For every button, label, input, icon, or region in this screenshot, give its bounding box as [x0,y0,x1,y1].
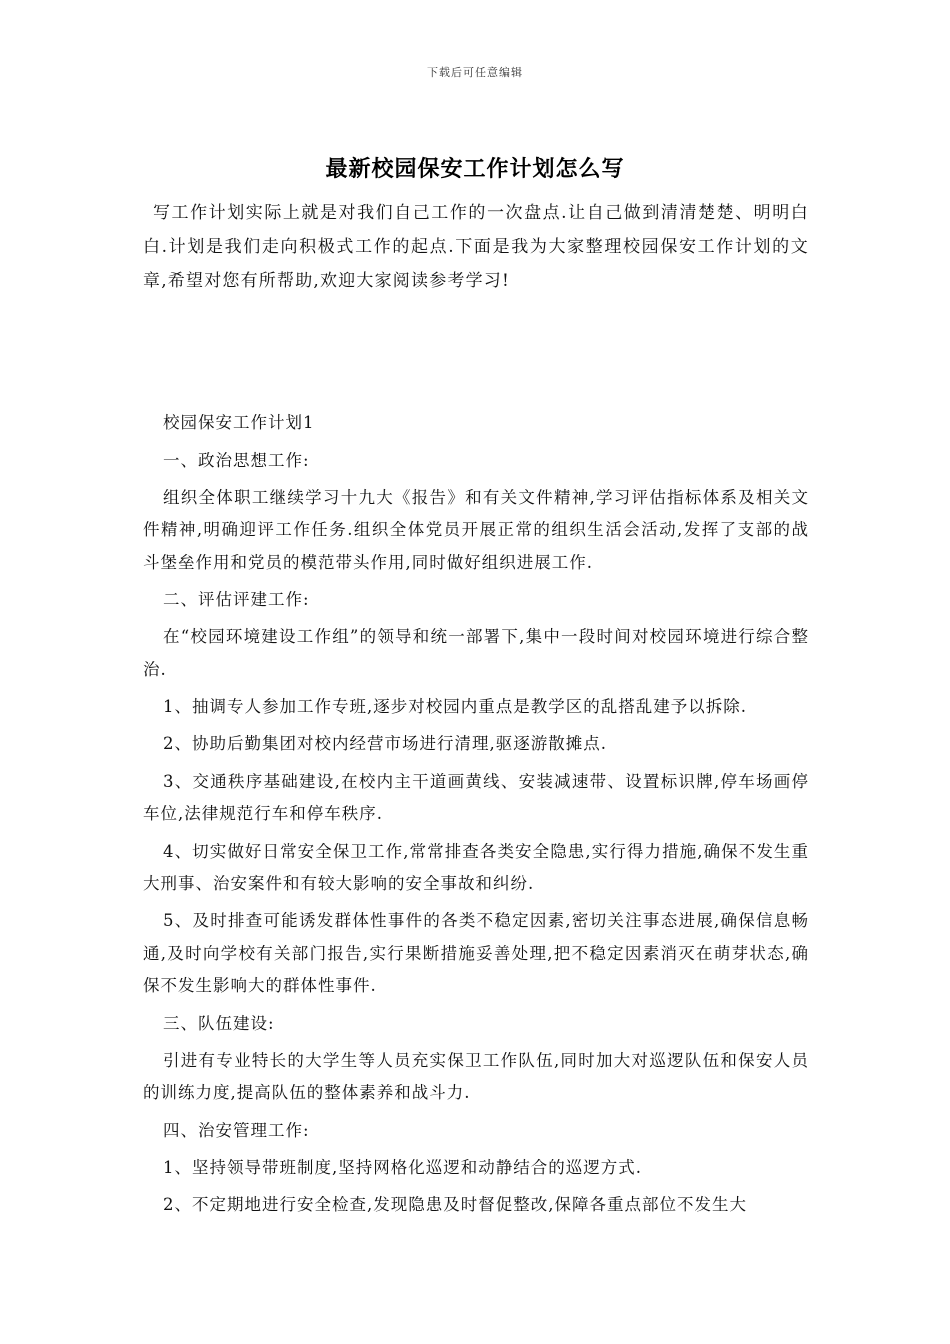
list-item: 5、及时排查可能诱发群体性事件的各类不稳定因素,密切关注事态进展,确保信息畅通,及时向学校有关部门报告,实行果断措施妥善处理,把不稳定因素消灭在萌芽状态,确保不发生影响大的群体性事件. [143,911,809,996]
list-item: 3、交通秩序基础建设,在校内主干道画黄线、安装减速带、设置标识牌,停车场画停车位,法律规范行车和停车秩序. [143,771,809,824]
paragraph: 引进有专业特长的大学生等人员充实保卫工作队伍,同时加大对巡逻队伍和保安人员的训练力度,提高队伍的整体素养和战斗力. [143,1050,809,1103]
document-title: 最新校园保安工作计划怎么写 [325,156,625,182]
list-item: 2、协助后勤集团对校内经营市场进行清理,驱逐游散摊点. [163,734,607,754]
paragraph: 组织全体职工继续学习十九大《报告》和有关文件精神,学习评估指标体系及相关文件精神,明确迎评工作任务.组织全体党员开展正常的组织生活会活动,发挥了支部的战斗堡垒作用和党员的模范带头作用,同时做好组织进展工作. [143,487,809,572]
list-item: 1、坚持领导带班制度,坚持网格化巡逻和动静结合的巡逻方式. [163,1158,642,1178]
paragraph: 在“校园环境建设工作组”的领导和统一部署下,集中一段时间对校园环境进行综合整治. [143,627,809,679]
intro-paragraph: 写工作计划实际上就是对我们自己工作的一次盘点.让自己做到清清楚楚、明明白白.计划是我们走向积极式工作的起点.下面是我为大家整理校园保安工作计划的文章,希望对您有所帮助,欢迎大家阅读参考学习! [143,203,809,291]
section-heading-politics: 一、政治思想工作: [163,450,310,470]
list-item: 4、切实做好日常安全保卫工作,常常排查各类安全隐患,实行得力措施,确保不发生重大刑事、治安案件和有较大影响的安全事故和纠纷. [143,841,809,894]
header-note: 下载后可任意编辑 [427,66,523,79]
section-heading-security: 四、治安管理工作: [163,1120,310,1140]
list-item: 1、抽调专人参加工作专班,逐步对校园内重点是教学区的乱搭乱建予以拆除. [163,697,747,717]
section-heading-team: 三、队伍建设: [163,1013,275,1033]
plan-heading: 校园保安工作计划1 [163,413,315,432]
list-item: 2、不定期地进行安全检查,发现隐患及时督促整改,保障各重点部位不发生大 [163,1195,747,1215]
section-heading-evaluation: 二、评估评建工作: [163,590,310,610]
document-body [143,407,809,1227]
